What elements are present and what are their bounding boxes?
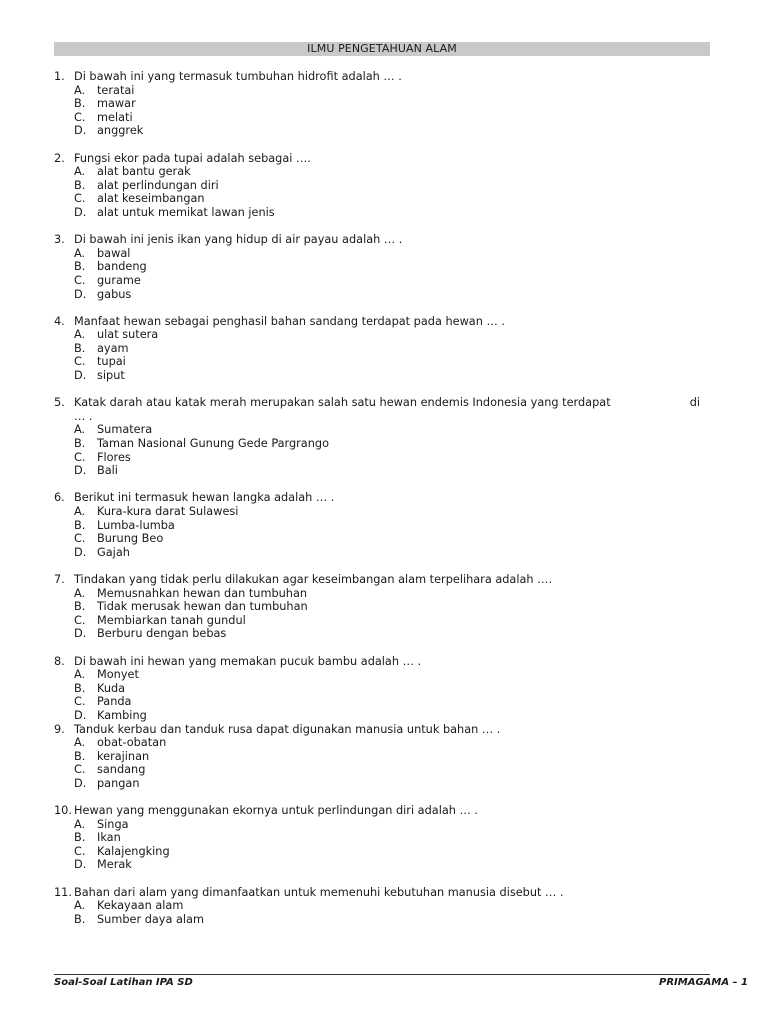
option-letter: D. (74, 627, 87, 641)
question-text: Di bawah ini yang termasuk tumbuhan hidrofit adalah … . (74, 70, 402, 83)
question-text: Di bawah ini jenis ikan yang hidup di air payau adalah … . (74, 233, 403, 247)
question-11 (54, 886, 714, 927)
option-text: alat perlindungan diri (97, 178, 219, 192)
option-text: pangan (97, 776, 140, 790)
option-c (54, 274, 714, 288)
footer-page-number: PRIMAGAMA – 1 (659, 977, 748, 988)
option-text: Sumber daya alam (97, 912, 204, 926)
option-text: Kekayaan alam (97, 899, 184, 913)
option-letter: C. (74, 532, 86, 546)
question-text: Tanduk kerbau dan tanduk rusa dapat digunakan manusia untuk bahan … . (74, 722, 501, 736)
option-letter: D. (74, 708, 87, 722)
option-c (54, 695, 714, 709)
option-text: Merak (97, 858, 132, 872)
question-text: Fungsi ekor pada tupai adalah sebagai …. (74, 151, 311, 165)
option-letter: B. (74, 749, 86, 763)
question-10 (54, 804, 714, 872)
option-letter: B. (74, 341, 86, 355)
option-text: Panda (97, 695, 132, 709)
option-c (54, 845, 714, 859)
option-text: Bali (97, 464, 118, 478)
question-text-wrap (74, 396, 714, 410)
option-letter: A. (74, 899, 86, 913)
option-c (54, 763, 714, 777)
option-a (54, 899, 714, 913)
option-letter: D. (74, 205, 87, 219)
question-5 (54, 396, 714, 478)
page-title: ILMU PENGETAHUAN ALAM (54, 42, 710, 56)
option-a (54, 247, 714, 261)
option-letter: B. (74, 600, 86, 614)
option-text: Taman Nasional Gunung Gede Pargrango (97, 437, 329, 451)
option-letter: B. (74, 178, 86, 192)
question-number: 3. (54, 233, 65, 247)
option-letter: A. (74, 328, 86, 342)
option-text: alat keseimbangan (97, 192, 205, 206)
option-letter: A. (74, 817, 86, 831)
option-letter: C. (74, 763, 86, 777)
option-letter: C. (74, 844, 86, 858)
option-text: siput (97, 369, 125, 383)
option-b (54, 97, 714, 111)
option-text: obat-obatan (97, 736, 167, 750)
option-letter: C. (74, 613, 86, 627)
option-text: bandeng (97, 260, 147, 274)
question-8 (54, 655, 714, 723)
option-letter: D. (74, 464, 87, 478)
option-letter: D. (74, 369, 87, 383)
option-letter: B. (74, 831, 86, 845)
option-letter: C. (74, 273, 86, 287)
question-text: Tindakan yang tidak perlu dilakukan agar keseimbangan alam terpelihara adalah …. (74, 572, 553, 586)
question-text: Hewan yang menggunakan ekornya untuk perlindungan diri adalah … . (74, 804, 478, 818)
option-letter: A. (74, 505, 86, 518)
option-a (54, 818, 714, 832)
option-letter: C. (74, 450, 86, 464)
footer-document-title: Soal-Soal Latihan IPA SD (54, 977, 193, 988)
option-b (54, 600, 714, 614)
option-text: Kalajengking (97, 844, 170, 858)
option-d (54, 627, 714, 641)
option-letter: B. (74, 681, 86, 695)
option-text: Sumatera (97, 423, 153, 437)
option-letter: B. (74, 912, 86, 926)
option-b (54, 913, 714, 927)
option-text: Kuda (97, 681, 126, 695)
footer-divider (54, 974, 710, 975)
option-text: ayam (97, 341, 129, 355)
option-d (54, 464, 714, 478)
option-c (54, 192, 714, 206)
option-b (54, 179, 714, 193)
option-text: tupai (97, 355, 126, 369)
option-text: mawar (97, 97, 136, 111)
question-number: 11. (54, 885, 72, 899)
option-letter: D. (74, 776, 87, 790)
option-d (54, 858, 714, 872)
option-a (54, 165, 714, 179)
option-text: teratai (97, 83, 135, 97)
option-text: gurame (97, 273, 141, 287)
option-text: Berburu dengan bebas (97, 627, 227, 641)
option-d (54, 709, 714, 723)
question-text-continuation: … . (74, 409, 93, 423)
option-d (54, 124, 714, 138)
option-letter: D. (74, 858, 87, 872)
option-letter: C. (74, 192, 86, 206)
option-text: gabus (97, 287, 132, 301)
option-b (54, 750, 714, 764)
question-text: Berikut ini termasuk hewan langka adalah … . (74, 491, 335, 505)
option-text: alat bantu gerak (97, 165, 191, 179)
option-text: melati (97, 110, 133, 124)
option-text: Gajah (97, 545, 130, 559)
question-text: Di bawah ini hewan yang memakan pucuk bambu adalah … . (74, 654, 422, 668)
question-text-end: di (689, 396, 700, 410)
option-a (54, 84, 714, 98)
option-text: ulat sutera (97, 328, 159, 342)
option-text: kerajinan (97, 749, 150, 763)
option-a (54, 587, 714, 601)
option-letter: B. (74, 518, 86, 532)
option-d (54, 546, 714, 560)
option-c (54, 355, 714, 369)
option-letter: D. (74, 545, 87, 559)
option-text: bawal (97, 246, 131, 260)
option-a (54, 736, 714, 750)
question-4 (54, 315, 714, 383)
option-letter: B. (74, 437, 86, 451)
option-letter: A. (74, 83, 86, 97)
option-letter: D. (74, 287, 87, 301)
option-letter: A. (74, 165, 86, 179)
option-text: Memusnahkan hewan dan tumbuhan (97, 586, 308, 600)
option-text: Monyet (97, 668, 139, 682)
option-text: Singa (97, 817, 129, 831)
question-number: 2. (54, 151, 65, 165)
question-2 (54, 152, 714, 220)
option-text: Ikan (97, 831, 121, 845)
question-3 (54, 233, 714, 301)
question-number: 6. (54, 491, 65, 505)
option-text: Membiarkan tanah gundul (97, 613, 246, 627)
option-d (54, 288, 714, 302)
question-9 (54, 723, 714, 791)
option-b (54, 519, 714, 533)
question-number: 10. (54, 804, 72, 818)
option-a (54, 328, 714, 342)
question-number: 4. (54, 314, 65, 328)
option-text: sandang (97, 763, 146, 777)
option-letter: C. (74, 695, 86, 709)
option-letter: B. (74, 260, 86, 274)
option-d (54, 777, 714, 791)
option-b (54, 260, 714, 274)
question-list (54, 70, 714, 940)
option-a (54, 668, 714, 682)
option-b (54, 437, 714, 451)
question-text: Bahan dari alam yang dimanfaatkan untuk memenuhi kebutuhan manusia disebut … . (74, 885, 564, 899)
option-letter: A. (74, 736, 86, 750)
question-text: Katak darah atau katak merah merupakan salah satu hewan endemis Indonesia yang terdapat (74, 396, 611, 410)
option-a (54, 423, 714, 437)
option-b (54, 682, 714, 696)
option-letter: A. (74, 423, 86, 437)
question-number: 8. (54, 654, 65, 668)
option-text: alat untuk memikat lawan jenis (97, 205, 275, 219)
option-b (54, 831, 714, 845)
option-text: Burung Beo (97, 532, 164, 546)
option-d (54, 369, 714, 383)
option-d (54, 206, 714, 220)
option-letter: B. (74, 97, 86, 111)
option-letter: A. (74, 586, 86, 600)
question-number: 7. (54, 572, 65, 586)
option-text: anggrek (97, 124, 144, 138)
option-c (54, 111, 714, 125)
option-letter: C. (74, 110, 86, 124)
question-6 (54, 491, 714, 559)
option-letter: C. (74, 355, 86, 369)
option-text: Flores (97, 450, 131, 464)
question-number: 9. (54, 722, 65, 736)
question-number: 1. (54, 70, 65, 83)
option-c (54, 451, 714, 465)
option-a (54, 505, 714, 519)
option-text: Lumba-lumba (97, 518, 175, 532)
question-1 (54, 70, 714, 138)
option-text: Kura-kura darat Sulawesi (97, 505, 239, 518)
option-b (54, 342, 714, 356)
question-number: 5. (54, 396, 65, 410)
option-c (54, 532, 714, 546)
question-7 (54, 573, 714, 641)
question-text: Manfaat hewan sebagai penghasil bahan sandang terdapat pada hewan … . (74, 314, 505, 328)
option-text: Kambing (97, 708, 147, 722)
option-letter: A. (74, 246, 86, 260)
option-letter: D. (74, 124, 87, 138)
option-text: Tidak merusak hewan dan tumbuhan (97, 600, 308, 614)
option-c (54, 614, 714, 628)
option-letter: A. (74, 668, 86, 682)
